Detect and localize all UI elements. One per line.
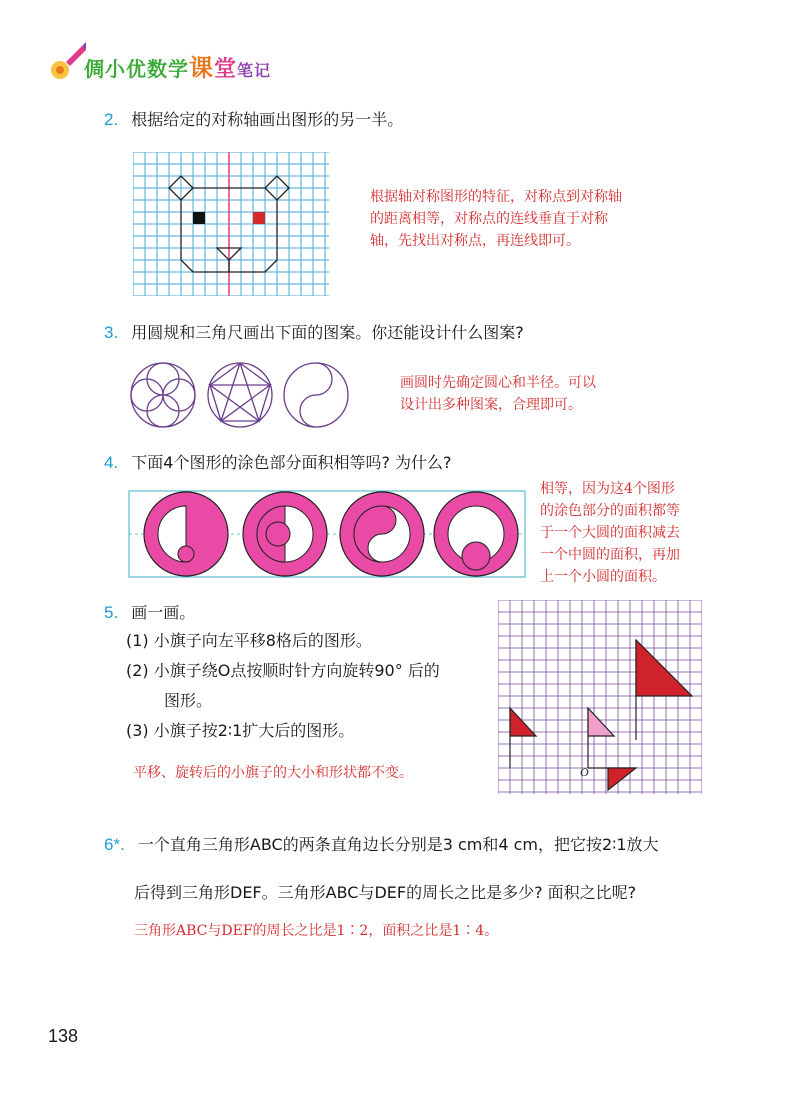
left-eye [193,212,205,224]
pencil-icon [46,42,86,82]
q5-item-1: (1) 小旗子向左平移8格后的图形。 [126,631,372,650]
q5-item-2-cont: 图形。 [164,691,213,710]
q5-item-3: (3) 小旗子按2∶1扩大后的图形。 [126,721,355,740]
brand-notes: 笔记 [237,61,272,80]
pattern-flower [131,363,195,427]
grid-lines [133,152,329,296]
question-2 [104,107,403,130]
circle-2 [243,492,327,576]
q4-answer: 相等，因为这4个图形 的涂色部分的面积都等 于一个大圆的面积减去 一个中圆的面积，再加 上一个小圆的面积。 [540,481,680,585]
translated-flag [510,708,536,736]
question-prompt: 用圆规和三角尺画出下面的图案。你还能设计什么图案? [131,323,524,342]
grid-lines [498,600,702,794]
circle-3 [340,492,424,576]
brand-hall: 堂 [214,57,238,82]
pattern-star [208,363,272,427]
q6-answer: 三角形ABC与DEF的周长之比是1∶2，面积之比是1∶4。 [134,923,499,939]
question-number: 3. [104,323,119,342]
question-6 [104,832,659,855]
compass-patterns [128,360,352,430]
pattern-yinyang [284,363,348,427]
question-number: 4. [104,453,119,472]
question-4 [104,450,452,473]
circle-1 [144,492,228,576]
question-line-2: 后得到三角形DEF。三角形ABC与DEF的周长之比是多少? 面积之比呢? [134,883,637,902]
question-5 [104,600,195,623]
point-o-label: O [580,765,589,779]
shaded-circles-figure [128,490,526,578]
q5-answer: 平移、旋转后的小旗子的大小和形状都不变。 [133,765,413,781]
question-line-1: 一个直角三角形ABC的两条直角边长分别是3 cm和4 cm，把它按2∶1放大 [137,835,659,854]
circle-4 [434,492,518,576]
brand-class: 课 [189,54,214,82]
brand-name: 倜小优数学 [84,57,189,81]
question-number: 6*. [104,835,125,854]
q5-item-2: (2) 小旗子绕O点按顺时针方向旋转90° 后的 [126,661,440,680]
page-number: 138 [48,1026,79,1046]
q3-answer: 画圆时先确定圆心和半径。可以 设计出多种图案，合理即可。 [400,375,596,413]
original-flag [588,708,614,736]
q2-answer: 根据轴对称图形的特征，对称点到对称轴 的距离相等，对称点的连线垂直于对称 轴，先找出对称点，再连线即可。 [370,189,622,249]
question-3 [104,320,524,343]
right-eye [253,212,265,224]
question-number: 2. [104,110,119,129]
rotated-flag [608,768,636,790]
question-prompt: 画一画。 [131,603,196,622]
enlarged-flag [636,640,692,696]
symmetry-grid-figure [133,152,329,296]
question-prompt: 根据给定的对称轴画出图形的另一半。 [131,110,404,129]
flag-grid-figure [498,600,702,794]
question-prompt: 下面4个图形的涂色部分面积相等吗? 为什么? [131,453,452,472]
question-number: 5. [104,603,119,622]
